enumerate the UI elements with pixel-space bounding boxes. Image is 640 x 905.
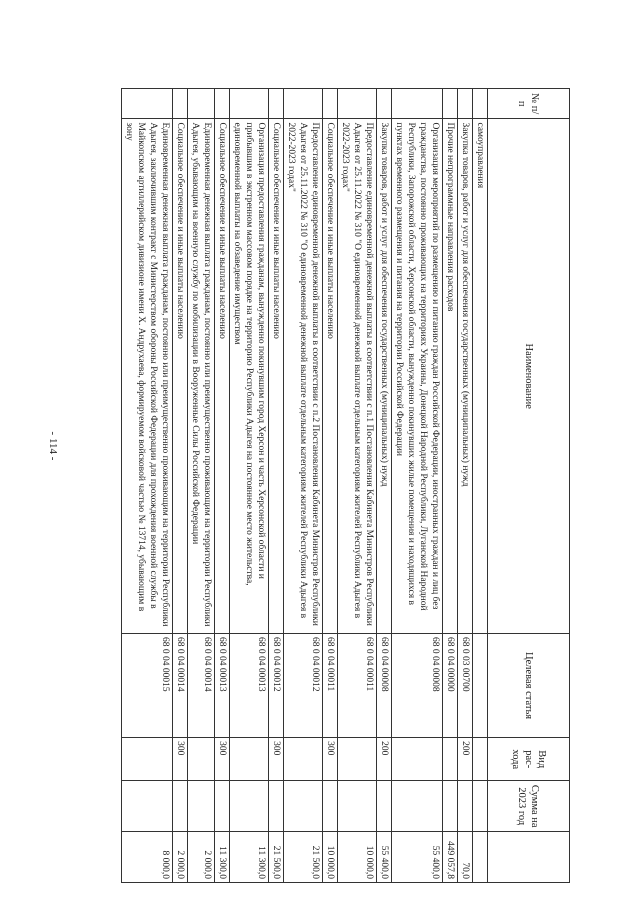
cell-empty — [338, 781, 377, 832]
cell-num — [377, 89, 392, 119]
cell-sum: 21 500,0 — [284, 832, 323, 883]
cell-vid: 300 — [269, 738, 284, 781]
cell-sum: 449 057,8 — [443, 832, 458, 883]
cell-code: 68 0 04 00000 — [443, 633, 458, 737]
cell-num — [392, 89, 443, 119]
cell-name: Прочие непрограммные направления расходов — [443, 119, 458, 634]
cell-num — [173, 89, 188, 119]
table-row — [230, 89, 269, 883]
cell-sum: 11 300,0 — [215, 832, 230, 883]
cell-code — [473, 633, 488, 737]
cell-sum: 2 000,0 — [188, 832, 215, 883]
cell-code: 68 0 04 00015 — [122, 633, 173, 737]
cell-num — [284, 89, 323, 119]
cell-name: Закупка товаров, работ и услуг для обеспечения государственных (муниципальных) нужд — [377, 119, 392, 634]
cell-empty — [458, 781, 473, 832]
header-num: № п/п — [488, 89, 570, 119]
cell-code: 68 0 04 00014 — [188, 633, 215, 737]
cell-empty — [122, 781, 173, 832]
cell-vid — [284, 738, 323, 781]
cell-name: Организация предоставления гражданам, вынужденно покинувшим город Херсон и часть Херсонской области и прибывшим в экстренном массовом порядке на территорию Республики Адыгея на постоянное место жительства, единовременной выплаты на обзаведение имуществом — [230, 119, 269, 634]
cell-name: Единовременная денежная выплата гражданам, постоянно или преимущественно проживающим на территории Республики Адыгея, заключившим контракт с Министерством обороны Российской Федерации для прохождения военной службы в Майкопском артиллерийском дивизионе имени Х. Андрухаева, формируемом войсковой частью № 13714, убывающим в зону — [122, 119, 173, 634]
cell-name: Предоставление единовременной денежной выплаты в соответствии с п.2 Постановления Кабинета Министров Республики Адыгея от 25.11.2022 № 310 "О единовременной денежной выплате отдельным категориям жителей Республики Адыгея в 2022-2023 годах" — [284, 119, 323, 634]
cell-name: Социальное обеспечение и иные выплаты населению — [173, 119, 188, 634]
cell-code: 68 0 04 00013 — [215, 633, 230, 737]
cell-name: Закупка товаров, работ и услуг для обеспечения государственных (муниципальных) нужд — [458, 119, 473, 634]
cell-empty — [392, 781, 443, 832]
cell-vid — [443, 738, 458, 781]
table-row — [269, 89, 284, 883]
cell-code: 68 0 04 00008 — [392, 633, 443, 737]
cell-sum: 2 000,0 — [173, 832, 188, 883]
cell-empty — [215, 781, 230, 832]
cell-name: Социальное обеспечение и иные выплаты населению — [215, 119, 230, 634]
cell-num — [230, 89, 269, 119]
cell-sum: 21 500,0 — [269, 832, 284, 883]
cell-num — [338, 89, 377, 119]
header-code: Целевая статья — [488, 633, 570, 737]
cell-vid — [338, 738, 377, 781]
cell-empty — [173, 781, 188, 832]
cell-sum: 55 400,0 — [377, 832, 392, 883]
cell-num — [215, 89, 230, 119]
cell-name: Организация мероприятий по размещению и питанию граждан Российской Федерации, иностранных граждан и лиц без гражданства, постоянно проживающих на территориях Украины, Донецкой Народной Республики, Луганской Народной Республики, Запорожской области, Херсонской области, вынужденно покинувших жилые помещения и находящихся в пунктах временного размещения и питания на территории Российской Федерации — [392, 119, 443, 634]
table-row — [173, 89, 188, 883]
cell-empty — [188, 781, 215, 832]
cell-code: 68 0 04 00012 — [269, 633, 284, 737]
cell-sum: 55 400,0 — [392, 832, 443, 883]
cell-vid — [473, 738, 488, 781]
cell-empty — [284, 781, 323, 832]
table-row — [473, 89, 488, 883]
cell-vid: 200 — [377, 738, 392, 781]
cell-empty — [443, 781, 458, 832]
table-row — [188, 89, 215, 883]
header-vid: Вид рас-хода — [488, 738, 570, 781]
table-row — [284, 89, 323, 883]
page-number: - 114 - — [47, 431, 59, 461]
cell-num — [323, 89, 338, 119]
cell-name: Предоставление единовременной денежной выплаты в соответствии с п.1 Постановления Кабинета Министров Республики Адыгея от 25.11.2022 № 310 "О единовременной денежной выплате отдельным категориям жителей Республики Адыгея в 2022-2023 годах" — [338, 119, 377, 634]
cell-sum: 10 000,0 — [338, 832, 377, 883]
cell-name: Единовременная денежная выплата гражданам, постоянно или преимущественно проживающим на территории Республики Адыгея, убывающим на военную службу по мобилизации в Вооруженные Силы Российской Федерации — [188, 119, 215, 634]
cell-sum: 10 000,0 — [323, 832, 338, 883]
table-row — [377, 89, 392, 883]
cell-vid — [230, 738, 269, 781]
cell-num — [122, 89, 173, 119]
cell-code: 68 0 04 00011 — [338, 633, 377, 737]
header-name: Наименование — [488, 119, 570, 634]
cell-vid — [122, 738, 173, 781]
cell-sum — [473, 832, 488, 883]
cell-num — [473, 89, 488, 119]
cell-code: 68 0 03 00700 — [458, 633, 473, 737]
cell-code: 68 0 04 00011 — [323, 633, 338, 737]
budget-table — [121, 88, 570, 883]
cell-code: 68 0 04 00008 — [377, 633, 392, 737]
cell-name: Социальное обеспечение и иные выплаты населению — [323, 119, 338, 634]
cell-num — [443, 89, 458, 119]
cell-empty — [377, 781, 392, 832]
table-row — [323, 89, 338, 883]
cell-sum: 11 300,0 — [230, 832, 269, 883]
table-row — [443, 89, 458, 883]
cell-code: 68 0 04 00013 — [230, 633, 269, 737]
cell-vid: 300 — [215, 738, 230, 781]
table-row — [215, 89, 230, 883]
cell-code: 68 0 04 00014 — [173, 633, 188, 737]
cell-empty — [473, 781, 488, 832]
cell-vid: 300 — [173, 738, 188, 781]
cell-num — [269, 89, 284, 119]
cell-num — [458, 89, 473, 119]
cell-sum: 70,0 — [458, 832, 473, 883]
cell-vid — [392, 738, 443, 781]
cell-name: самоуправления — [473, 119, 488, 634]
cell-empty — [269, 781, 284, 832]
cell-empty — [323, 781, 338, 832]
header-sum: Сумма на 2023 год — [488, 781, 570, 832]
cell-vid: 300 — [323, 738, 338, 781]
cell-empty — [230, 781, 269, 832]
header-extra — [488, 832, 570, 883]
table-row — [338, 89, 377, 883]
table-row — [458, 89, 473, 883]
cell-vid — [188, 738, 215, 781]
cell-vid: 200 — [458, 738, 473, 781]
cell-name: Социальное обеспечение и иные выплаты населению — [269, 119, 284, 634]
cell-sum: 8 000,0 — [122, 832, 173, 883]
table-header-row — [488, 89, 570, 883]
table-row — [122, 89, 173, 883]
cell-num — [188, 89, 215, 119]
table-row — [392, 89, 443, 883]
cell-code: 68 0 04 00012 — [284, 633, 323, 737]
